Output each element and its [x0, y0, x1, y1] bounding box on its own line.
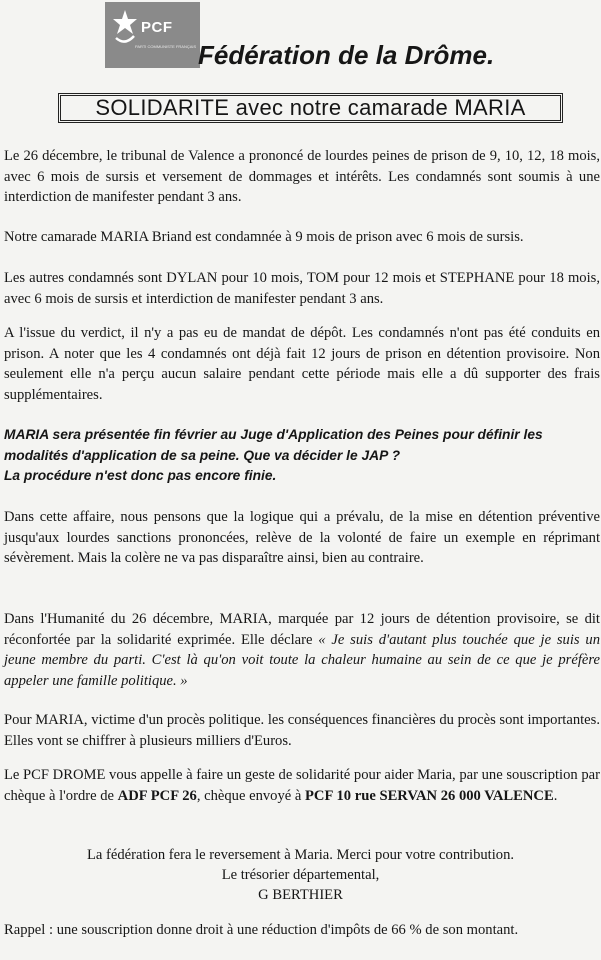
- paragraph-appeal: [4, 765, 600, 806]
- paragraph-costs: Pour MARIA, victime d'un procès politique. les conséquences financières du procès sont importantes. Elles vont se chiffrer à plusieurs milliers d'Euros.: [4, 712, 600, 749]
- paragraph-jap: MARIA sera présentée fin février au Juge d'Application des Peines pour définir les modalités d'application de sa peine. Que va décider le JAP ?: [4, 427, 543, 463]
- paragraph-other-sentences: Les autres condamnés sont DYLAN pour 10 mois, TOM pour 12 mois et STEPHANE pour 18 mois, avec 6 mois de sursis et interdiction de manifester pendant 3 ans.: [4, 270, 600, 307]
- pcf-logo: [105, 2, 200, 68]
- appeal-text-end: .: [553, 787, 558, 804]
- federation-title: Fédération de la Drôme.: [198, 40, 495, 70]
- logo-subtext: PARTI COMMUNISTE FRANÇAIS: [135, 44, 197, 49]
- logo-text: PCF: [141, 19, 173, 36]
- cheque-payee: ADF PCF 26: [117, 787, 197, 804]
- paragraph-tax-reminder: Rappel : une souscription donne droit à une réduction d'impôts de 66 % de son montant.: [4, 922, 519, 938]
- humanite-text: Dans l'Humanité du 26 décembre, MARIA, marquée par 12 jours de détention provisoire, se dit réconfortée par la solidarité exprimée. Elle déclare: [4, 611, 600, 648]
- signoff-name: G BERTHIER: [258, 887, 343, 903]
- paragraph-no-custody: A l'issue du verdict, il n'y a pas eu de mandat de dépôt. Les condamnés n'ont pas été conduits en prison. A noter que les 4 condamnés ont déjà fait 12 jours de prison en détention provisoire. Non seulement elle n'a perçu aucun salaire pendant cette période mais elle a dû supporter des frais supplémentaires.: [4, 325, 600, 403]
- paragraph-procedure: La procédure n'est donc pas encore finie.: [4, 468, 277, 483]
- paragraph-humanite: [4, 609, 600, 691]
- appeal-text-2: , chèque envoyé à: [196, 787, 306, 804]
- headline-text: SOLIDARITE avec notre camarade MARIA: [60, 95, 561, 121]
- paragraph-maria-sentence: Notre camarade MARIA Briand est condamnée à 9 mois de prison avec 6 mois de sursis.: [4, 229, 524, 245]
- signoff-thanks: La fédération fera le reversement à Maria. Merci pour votre contribution.: [86, 847, 515, 863]
- paragraph-verdict: Le 26 décembre, le tribunal de Valence a prononcé de lourdes peines de prison de 9, 10, 12, 18 mois, avec 6 mois de sursis et versement de dommages et intérêts. Les condamnés sont soumis à une interdiction de manifester pendant 3 ans.: [4, 148, 600, 205]
- appeal-text: Le PCF DROME vous appelle à faire un geste de solidarité pour aider Maria, par une souscription par chèque à l'ordre de: [4, 767, 600, 804]
- signoff-role: Le trésorier départemental,: [221, 867, 380, 883]
- headline-banner: [58, 93, 563, 123]
- mailing-address: PCF 10 rue SERVAN 26 000 VALENCE: [305, 787, 554, 804]
- paragraph-analysis: Dans cette affaire, nous pensons que la logique qui a prévalu, de la mise en détention préventive jusqu'aux lourdes sanctions prononcées, relève de la volonté de faire un exemple en réprimant sévèrement. Mais la colère ne va pas disparaître ainsi, bien au contraire.: [4, 509, 600, 566]
- maria-quote: « Je suis d'autant plus touchée que je suis un jeune membre du parti. C'est là qu'on voit toute la chaleur humaine au sein de ce que je préfère appeler une famille politique. »: [4, 631, 600, 689]
- star-sickle-icon: [111, 8, 139, 44]
